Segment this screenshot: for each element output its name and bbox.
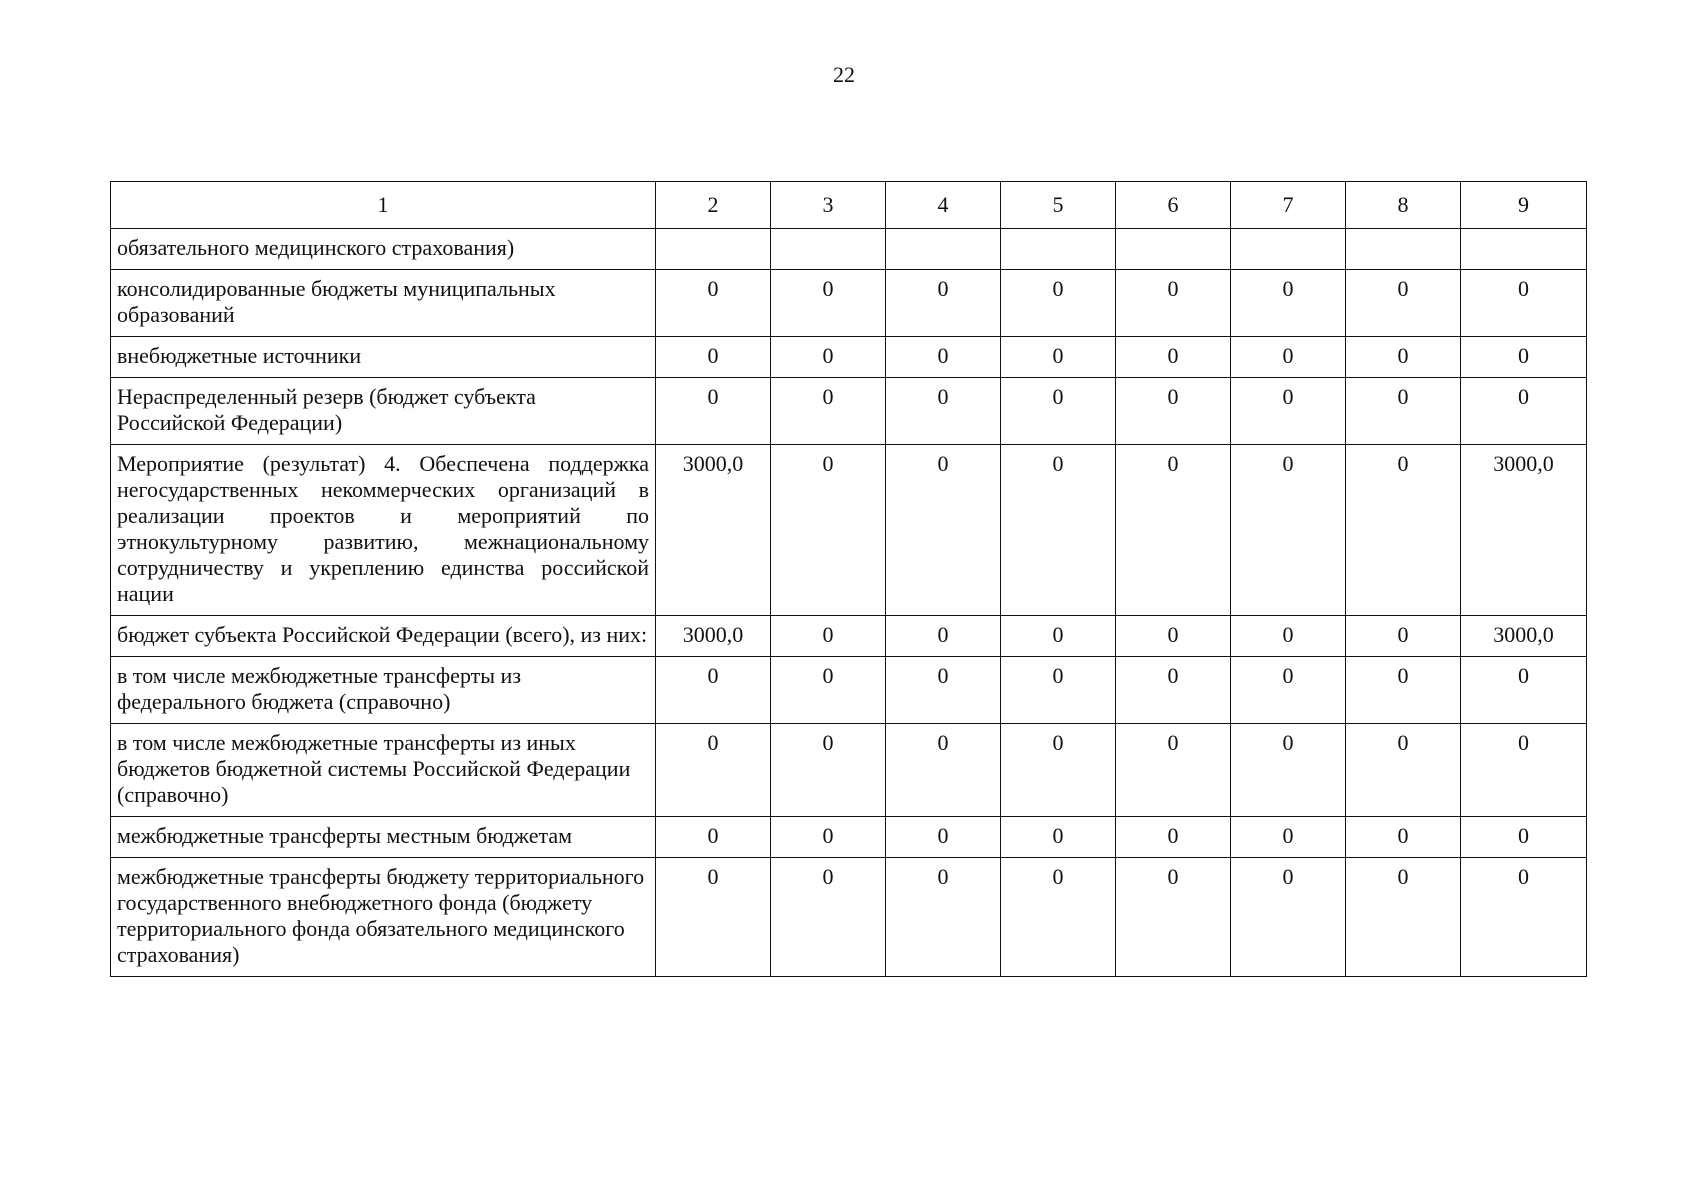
value-cell: 0: [1001, 724, 1116, 817]
column-header: 3: [771, 182, 886, 229]
value-cell: 0: [656, 270, 771, 337]
value-cell: 0: [656, 724, 771, 817]
row-label: консолидированные бюджеты муниципальных образований: [111, 270, 656, 337]
column-header: 1: [111, 182, 656, 229]
value-cell: 0: [1001, 378, 1116, 445]
value-cell: 3000,0: [656, 445, 771, 616]
value-cell: 0: [886, 817, 1001, 858]
value-cell: 0: [886, 858, 1001, 977]
value-cell: [1001, 229, 1116, 270]
value-cell: 0: [656, 817, 771, 858]
value-cell: 0: [1346, 616, 1461, 657]
value-cell: 0: [1116, 616, 1231, 657]
value-cell: 0: [1116, 858, 1231, 977]
row-label: внебюджетные источники: [111, 337, 656, 378]
value-cell: 0: [1231, 337, 1346, 378]
value-cell: 0: [1461, 817, 1587, 858]
value-cell: 0: [1231, 657, 1346, 724]
column-header: 7: [1231, 182, 1346, 229]
value-cell: 0: [1001, 858, 1116, 977]
row-label: в том числе межбюджетные трансферты из иных бюджетов бюджетной системы Российской Федерации (справочно): [111, 724, 656, 817]
value-cell: [771, 229, 886, 270]
value-cell: [886, 229, 1001, 270]
column-header: 5: [1001, 182, 1116, 229]
row-label: межбюджетные трансферты местным бюджетам: [111, 817, 656, 858]
value-cell: 0: [771, 378, 886, 445]
value-cell: 0: [1231, 616, 1346, 657]
value-cell: [1346, 229, 1461, 270]
value-cell: 0: [1116, 337, 1231, 378]
column-header: 6: [1116, 182, 1231, 229]
value-cell: 0: [771, 858, 886, 977]
value-cell: 0: [1116, 445, 1231, 616]
table-row: [111, 445, 1587, 616]
value-cell: 0: [1346, 858, 1461, 977]
value-cell: 0: [1461, 337, 1587, 378]
page-number: 22: [833, 62, 855, 87]
table-row: [111, 616, 1587, 657]
table-row: [111, 724, 1587, 817]
value-cell: 0: [1231, 858, 1346, 977]
value-cell: 0: [1461, 657, 1587, 724]
value-cell: 0: [656, 378, 771, 445]
value-cell: 0: [656, 337, 771, 378]
value-cell: 0: [1116, 817, 1231, 858]
value-cell: 0: [1116, 378, 1231, 445]
column-header: 9: [1461, 182, 1587, 229]
value-cell: 3000,0: [656, 616, 771, 657]
row-label: межбюджетные трансферты бюджету территориального государственного внебюджетного фонда (бюджету территориального фонда обязательного медицинского страхования): [111, 858, 656, 977]
value-cell: 3000,0: [1461, 445, 1587, 616]
value-cell: 0: [1461, 378, 1587, 445]
value-cell: 0: [1346, 445, 1461, 616]
value-cell: 0: [1116, 270, 1231, 337]
table-row: [111, 378, 1587, 445]
value-cell: 0: [886, 378, 1001, 445]
value-cell: 0: [1001, 616, 1116, 657]
value-cell: 0: [1346, 724, 1461, 817]
value-cell: [1461, 229, 1587, 270]
table-row: [111, 337, 1587, 378]
value-cell: 0: [771, 616, 886, 657]
row-label: Мероприятие (результат) 4. Обеспечена поддержка негосударственных некоммерческих организаций в реализации проектов и мероприятий по этнокультурному развитию, межнациональному сотрудничеству и укреплению единства российской нации: [111, 445, 656, 616]
value-cell: 0: [1231, 445, 1346, 616]
value-cell: 0: [1001, 270, 1116, 337]
value-cell: 0: [1001, 337, 1116, 378]
value-cell: 0: [1231, 378, 1346, 445]
value-cell: [1116, 229, 1231, 270]
table-row: [111, 657, 1587, 724]
value-cell: 0: [1231, 817, 1346, 858]
value-cell: 0: [1461, 858, 1587, 977]
value-cell: [656, 229, 771, 270]
table-row: [111, 229, 1587, 270]
header-row: [111, 182, 1587, 229]
value-cell: 0: [1461, 270, 1587, 337]
value-cell: 0: [1001, 445, 1116, 616]
value-cell: 0: [1116, 724, 1231, 817]
column-header: 4: [886, 182, 1001, 229]
value-cell: 0: [771, 657, 886, 724]
column-header: 2: [656, 182, 771, 229]
value-cell: 0: [1116, 657, 1231, 724]
table-row: [111, 270, 1587, 337]
row-label: в том числе межбюджетные трансферты из федерального бюджета (справочно): [111, 657, 656, 724]
table-body: [111, 182, 1587, 977]
table-row: [111, 817, 1587, 858]
value-cell: 0: [656, 858, 771, 977]
value-cell: 0: [1346, 657, 1461, 724]
value-cell: [1231, 229, 1346, 270]
value-cell: 0: [886, 724, 1001, 817]
row-label: бюджет субъекта Российской Федерации (всего), из них:: [111, 616, 656, 657]
value-cell: 0: [1346, 817, 1461, 858]
value-cell: 0: [886, 337, 1001, 378]
row-label: обязательного медицинского страхования): [111, 229, 656, 270]
value-cell: 0: [771, 724, 886, 817]
value-cell: 0: [1461, 724, 1587, 817]
value-cell: 0: [1001, 817, 1116, 858]
value-cell: 0: [886, 657, 1001, 724]
value-cell: 3000,0: [1461, 616, 1587, 657]
table-row: [111, 858, 1587, 977]
value-cell: 0: [771, 445, 886, 616]
value-cell: 0: [1346, 378, 1461, 445]
column-header: 8: [1346, 182, 1461, 229]
value-cell: 0: [886, 616, 1001, 657]
value-cell: 0: [1231, 270, 1346, 337]
value-cell: 0: [1001, 657, 1116, 724]
value-cell: 0: [886, 270, 1001, 337]
value-cell: 0: [1346, 337, 1461, 378]
value-cell: 0: [656, 657, 771, 724]
row-label: Нераспределенный резерв (бюджет субъекта Российской Федерации): [111, 378, 656, 445]
budget-table: [110, 181, 1587, 977]
value-cell: 0: [771, 337, 886, 378]
value-cell: 0: [886, 445, 1001, 616]
value-cell: 0: [771, 817, 886, 858]
value-cell: 0: [1346, 270, 1461, 337]
value-cell: 0: [1231, 724, 1346, 817]
value-cell: 0: [771, 270, 886, 337]
